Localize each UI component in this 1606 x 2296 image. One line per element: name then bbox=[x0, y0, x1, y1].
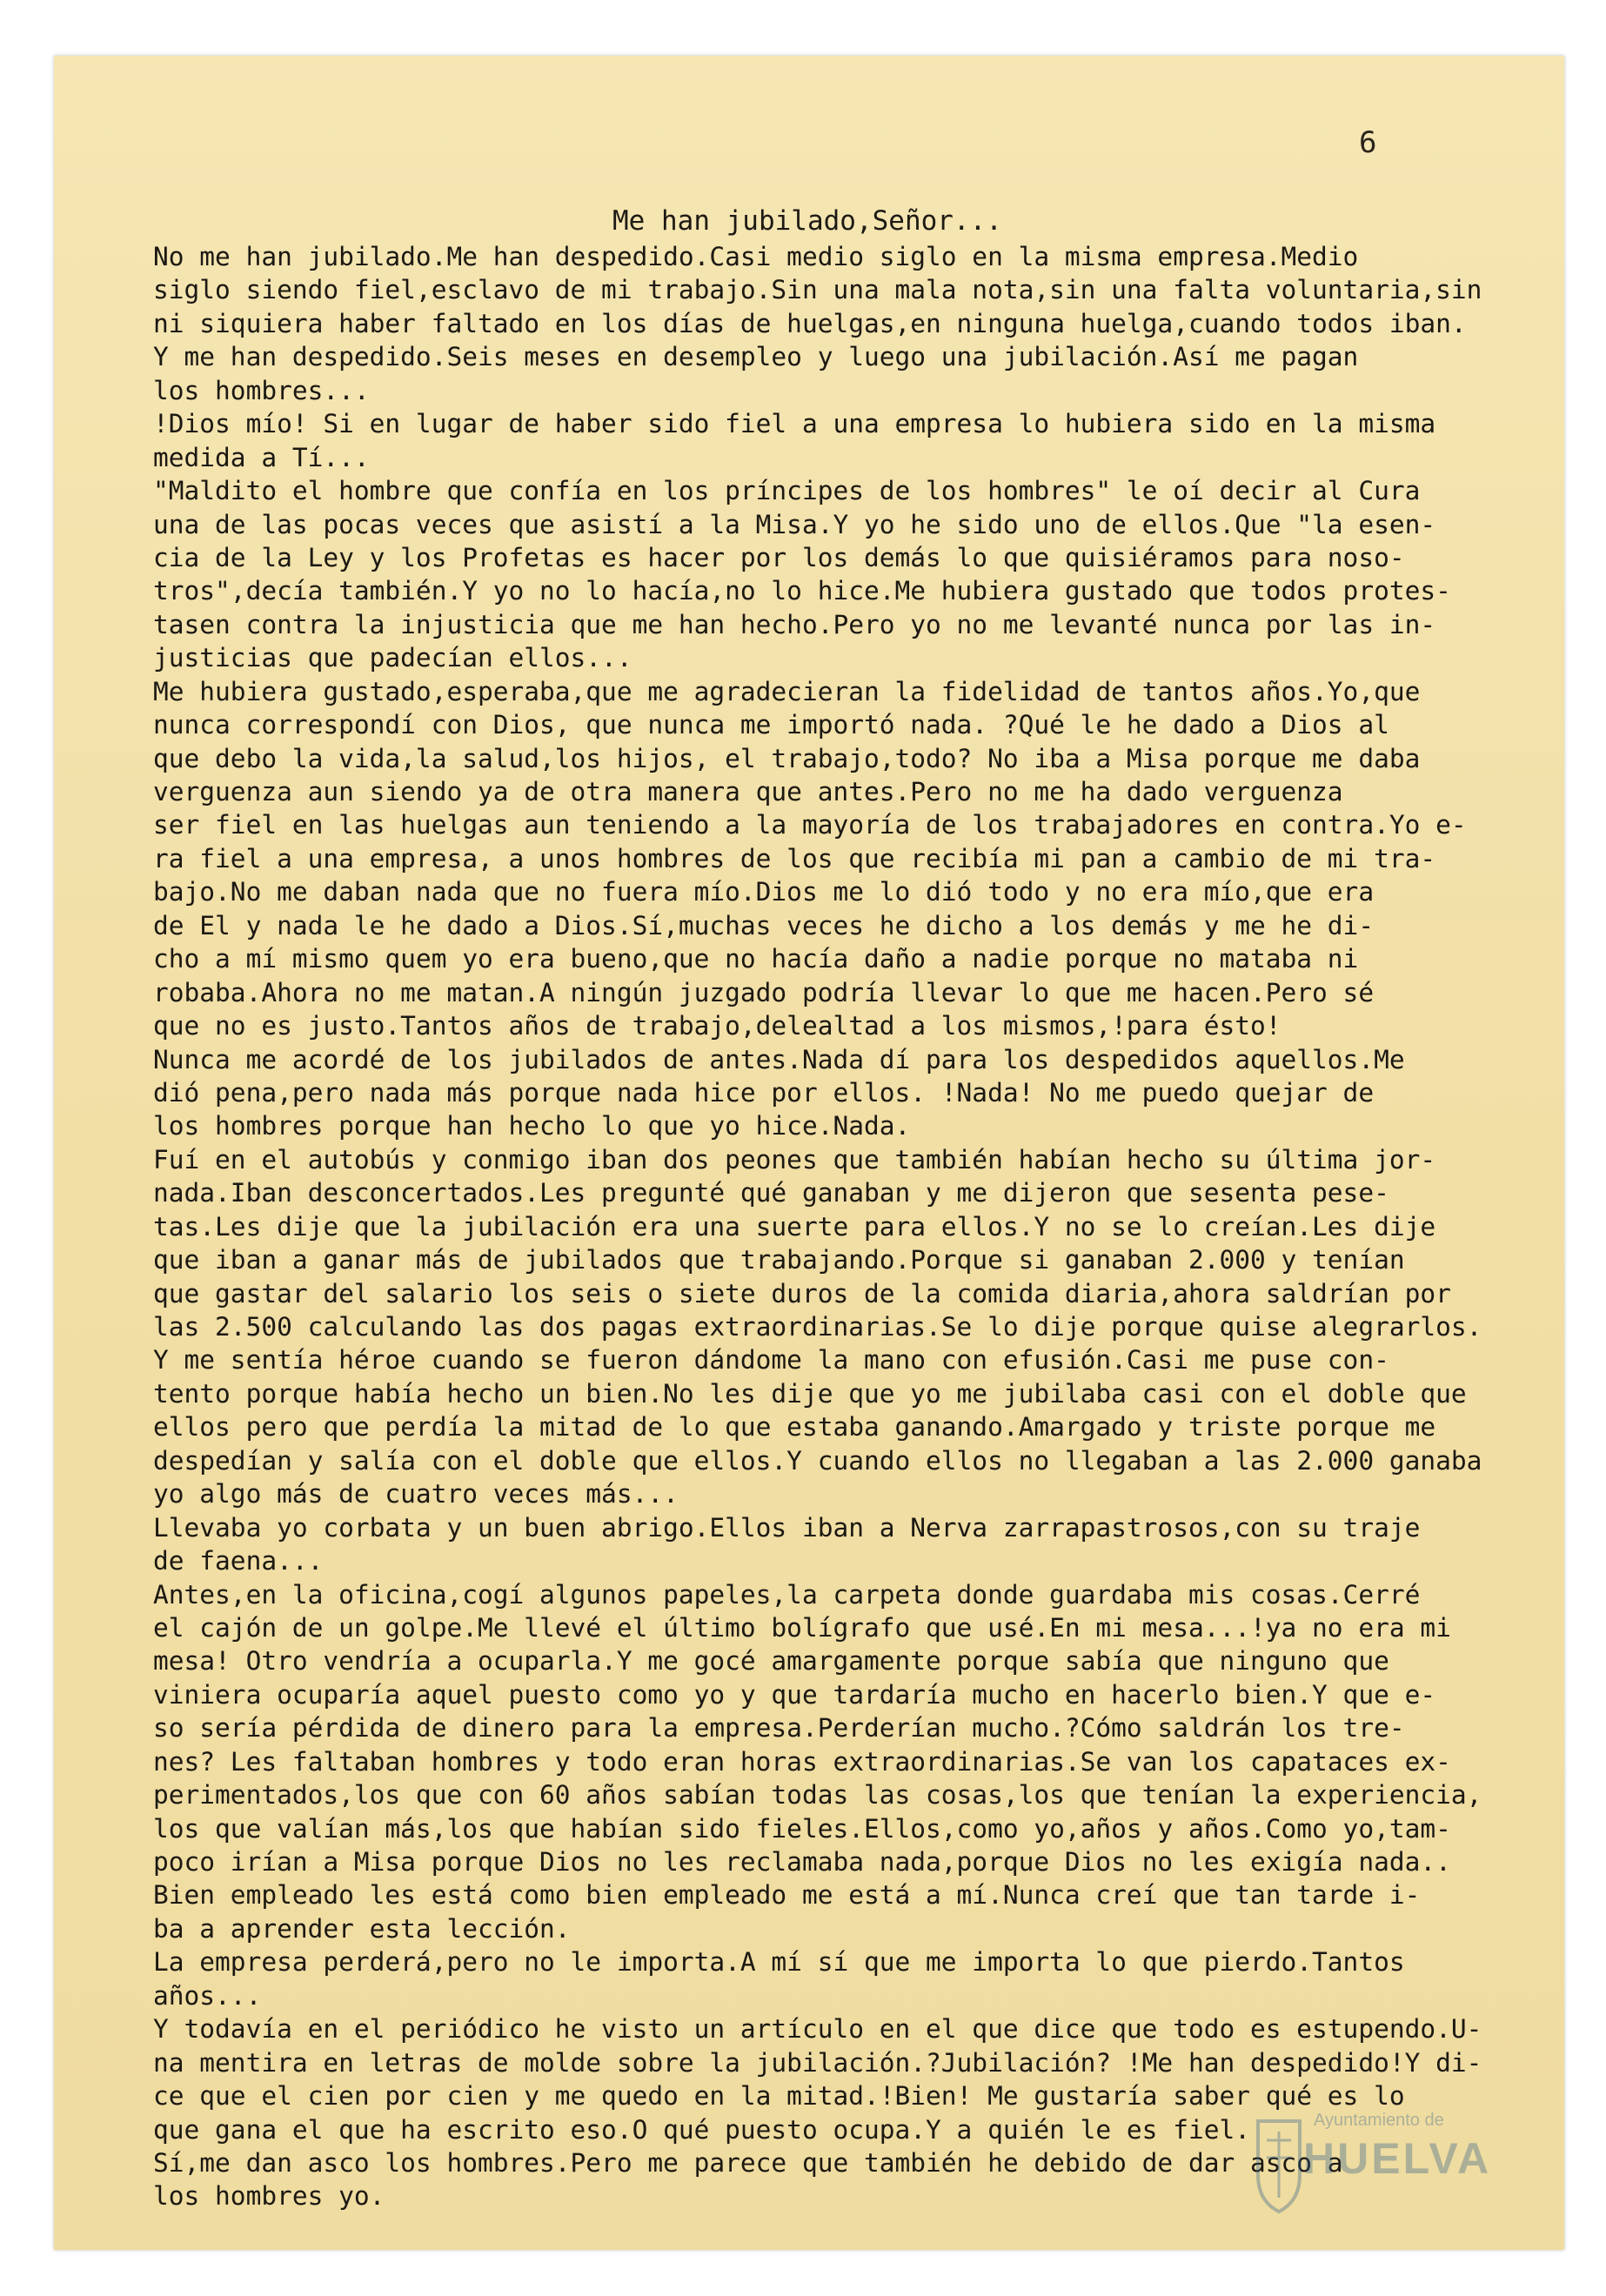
text-line: so sería pérdida de dinero para la empresa.Perderían mucho.?Cómo saldrán los tre- bbox=[153, 1713, 1405, 1744]
text-line: Y todavía en el periódico he visto un artículo en el que dice que todo es estupendo.U- bbox=[153, 2014, 1482, 2045]
text-line: perimentados,los que con 60 años sabían todas las cosas,los que tenían la experiencia, bbox=[153, 1780, 1482, 1811]
text-line: nes? Les faltaban hombres y todo eran horas extraordinarias.Se van los capataces ex- bbox=[153, 1746, 1451, 1777]
text-line: ser fiel en las huelgas aun teniendo a la mayoría de los trabajadores en contra.Yo e- bbox=[153, 810, 1467, 840]
text-line: que no es justo.Tantos años de trabajo,delealtad a los mismos,!para ésto! bbox=[153, 1011, 1281, 1041]
text-line: tento porque había hecho un bien.No les dije que yo me jubilaba casi con el doble que bbox=[153, 1378, 1467, 1409]
text-line: el cajón de un golpe.Me llevé el último bolígrafo que usé.En mi mesa...!ya no era mi bbox=[153, 1612, 1451, 1643]
text-line: los hombres... bbox=[153, 375, 370, 405]
text-line: que gana el que ha escrito eso.O qué puesto ocupa.Y a quién le es fiel. bbox=[153, 2114, 1250, 2145]
text-line: tasen contra la injusticia que me han hecho.Pero yo no me levanté nunca por las in- bbox=[153, 609, 1436, 639]
text-line: "Maldito el hombre que confía en los príncipes de los hombres" le oí decir al Cura bbox=[153, 476, 1421, 506]
text-line: de faena... bbox=[153, 1546, 324, 1576]
text-line: nada.Iban desconcertados.Les pregunté qué ganaban y me dijeron que sesenta pese- bbox=[153, 1178, 1389, 1208]
coat-of-arms-icon bbox=[1253, 2114, 1305, 2219]
text-line: nunca correspondí con Dios, que nunca me importó nada. ?Qué le he dado a Dios al bbox=[153, 710, 1389, 740]
text-line: ellos pero que perdía la mitad de lo que estaba ganando.Amargado y triste porque me bbox=[153, 1412, 1436, 1443]
text-line: yo algo más de cuatro veces más... bbox=[153, 1479, 679, 1509]
text-line: ce que el cien por cien y me quedo en la mitad.!Bien! Me gustaría saber qué es lo bbox=[153, 2081, 1405, 2112]
text-line: Sí,me dan asco los hombres.Pero me parece que también he debido de dar asco a bbox=[153, 2147, 1343, 2178]
text-line: Llevaba yo corbata y un buen abrigo.Ellos iban a Nerva zarrapastrosos,con su traje bbox=[153, 1512, 1421, 1543]
text-line: Fuí en el autobús y conmigo iban dos peones que también habían hecho su última jor- bbox=[153, 1144, 1436, 1175]
text-line: medida a Tí... bbox=[153, 442, 370, 472]
text-line: mesa! Otro vendría a ocuparla.Y me gocé amargamente porque sabía que ninguno que bbox=[153, 1646, 1389, 1677]
text-line: Y me sentía héroe cuando se fueron dándome la mano con efusión.Casi me puse con- bbox=[153, 1345, 1389, 1376]
text-line: las 2.500 calculando las dos pagas extraordinarias.Se lo dije porque quise alegrarlos. bbox=[153, 1312, 1482, 1342]
text-line: Antes,en la oficina,cogí algunos papeles,la carpeta donde guardaba mis cosas.Cerré bbox=[153, 1579, 1421, 1610]
page-number: 6 bbox=[1359, 125, 1377, 160]
text-line: na mentira en letras de molde sobre la jubilación.?Jubilación? !Me han despedido!Y di- bbox=[153, 2047, 1482, 2078]
text-line: viniera ocuparía aquel puesto como yo y que tardaría mucho en hacerlo bien.Y que e- bbox=[153, 1679, 1436, 1710]
document-body bbox=[153, 240, 1545, 2213]
text-line: de El y nada le he dado a Dios.Sí,muchas veces he dicho a los demás y me he di- bbox=[153, 910, 1375, 940]
text-line: ni siquiera haber faltado en los días de huelgas,en ninguna huelga,cuando todos iban. bbox=[153, 308, 1467, 338]
text-line: La empresa perderá,pero no le importa.A mí sí que me importa lo que pierdo.Tantos bbox=[153, 1947, 1405, 1978]
text-line: que gastar del salario los seis o siete duros de la comida diaria,ahora saldrían por bbox=[153, 1278, 1451, 1309]
text-line: No me han jubilado.Me han despedido.Casi medio siglo en la misma empresa.Medio bbox=[153, 242, 1359, 271]
text-line: que iban a ganar más de jubilados que trabajando.Porque si ganaban 2.000 y tenían bbox=[153, 1245, 1405, 1275]
text-line: verguenza aun siendo ya de otra manera que antes.Pero no me ha dado verguenza bbox=[153, 777, 1343, 807]
text-line: años... bbox=[153, 1980, 262, 2011]
text-line: Bien empleado les está como bien empleado me está a mí.Nunca creí que tan tarde i- bbox=[153, 1880, 1421, 1911]
text-line: bajo.No me daban nada que no fuera mío.Dios me lo dió todo y no era mío,que era bbox=[153, 877, 1375, 907]
text-line: ra fiel a una empresa, a unos hombres de los que recibía mi pan a cambio de mi tra- bbox=[153, 843, 1436, 874]
text-line: robaba.Ahora no me matan.A ningún juzgado podría llevar lo que me hacen.Pero sé bbox=[153, 977, 1375, 1007]
document-title: Me han jubilado,Señor... bbox=[612, 205, 1002, 237]
text-line: cho a mí mismo quem yo era bueno,que no hacía daño a nadie porque no mataba ni bbox=[153, 944, 1359, 974]
text-line: poco irían a Misa porque Dios no les reclamaba nada,porque Dios no les exigía nada.. bbox=[153, 1847, 1451, 1877]
text-line: Me hubiera gustado,esperaba,que me agradecieran la fidelidad de tantos años.Yo,que bbox=[153, 676, 1421, 706]
text-line: cia de la Ley y los Profetas es hacer por los demás lo que quisiéramos para noso- bbox=[153, 542, 1405, 572]
text-line: tros",decía también.Y yo no lo hacía,no lo hice.Me hubiera gustado que todos protes- bbox=[153, 576, 1451, 606]
text-line: siglo siendo fiel,esclavo de mi trabajo.Sin una mala nota,sin una falta voluntaria,sin bbox=[153, 275, 1482, 305]
text-line: tas.Les dije que la jubilación era una suerte para ellos.Y no se lo creían.Les dije bbox=[153, 1211, 1436, 1242]
text-line: !Dios mío! Si en lugar de haber sido fiel a una empresa lo hubiera sido en la misma bbox=[153, 409, 1436, 439]
text-line: una de las pocas veces que asistí a la Misa.Y yo he sido uno de ellos.Que "la esen- bbox=[153, 509, 1436, 539]
watermark-city: HUELVA bbox=[1303, 2134, 1492, 2183]
text-line: ba a aprender esta lección. bbox=[153, 1913, 571, 1944]
text-line: que debo la vida,la salud,los hijos, el trabajo,todo? No iba a Misa porque me daba bbox=[153, 743, 1421, 773]
watermark-label: Ayuntamiento de bbox=[1314, 2111, 1444, 2130]
text-line: Y me han despedido.Seis meses en desempleo y luego una jubilación.Así me pagan bbox=[153, 342, 1359, 372]
text-line: los hombres yo. bbox=[153, 2181, 385, 2212]
text-line: Nunca me acordé de los jubilados de antes.Nada dí para los despedidos aquellos.Me bbox=[153, 1044, 1405, 1074]
text-line: los hombres porque han hecho lo que yo hice.Nada. bbox=[153, 1111, 911, 1141]
text-line: dió pena,pero nada más porque nada hice por ellos. !Nada! No me puedo quejar de bbox=[153, 1077, 1375, 1108]
text-line: despedían y salía con el doble que ellos.Y cuando ellos no llegaban a las 2.000 ganaba bbox=[153, 1445, 1482, 1476]
text-line: justicias que padecían ellos... bbox=[153, 643, 632, 673]
document-page bbox=[54, 56, 1564, 2250]
archive-watermark bbox=[1253, 2105, 1540, 2236]
text-line: los que valían más,los que habían sido fieles.Ellos,como yo,años y años.Como yo,tam- bbox=[153, 1813, 1451, 1844]
